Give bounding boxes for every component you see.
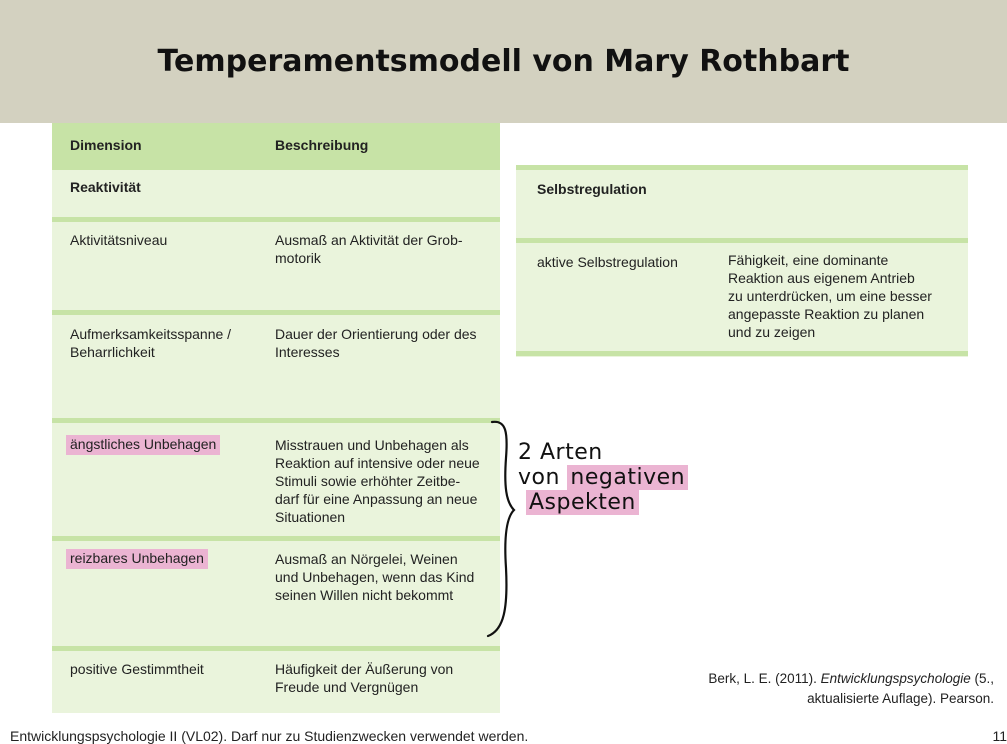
citation bbox=[614, 669, 994, 709]
citation-author: Berk, L. E. (2011). bbox=[708, 671, 821, 686]
row-beschreibung: Dauer der Orientierung oder des Interesses bbox=[275, 326, 477, 360]
note-line-3 bbox=[518, 490, 688, 515]
section-reaktivitaet: Reaktivität bbox=[70, 179, 141, 195]
row-dimension-highlighted bbox=[66, 435, 220, 453]
row-divider bbox=[516, 351, 968, 356]
row-beschreibung: Ausmaß an Aktivität der Grob- motorik bbox=[275, 232, 463, 266]
highlight-marker: ängstliches Unbehagen bbox=[66, 435, 220, 455]
highlight-marker: reizbares Unbehagen bbox=[66, 549, 208, 569]
note-highlight: Aspekten bbox=[526, 490, 639, 515]
row-dimension: Aktivitätsniveau bbox=[70, 232, 168, 248]
citation-line-1 bbox=[614, 669, 994, 689]
note-line-2-prefix: von bbox=[518, 465, 568, 490]
row-divider bbox=[516, 165, 968, 170]
row-dimension: aktive Selbstregulation bbox=[537, 254, 678, 270]
temperament-table bbox=[52, 123, 500, 713]
note-highlight: negativen bbox=[567, 465, 688, 490]
row-dimension-highlighted bbox=[66, 549, 208, 567]
citation-line-2: aktualisierte Auflage). Pearson. bbox=[807, 691, 994, 706]
citation-title: Entwicklungspsychologie bbox=[820, 671, 971, 686]
row-beschreibung: Fähigkeit, eine dominante Reaktion aus eigenem Antrieb zu unterdrücken, um eine besser angepasste Reaktion zu planen und zu zeigen bbox=[728, 252, 932, 340]
row-divider bbox=[52, 418, 500, 423]
row-dimension: Aufmerksamkeitsspanne / Beharrlichkeit bbox=[70, 326, 232, 360]
row-dimension: positive Gestimmtheit bbox=[70, 661, 204, 677]
header-beschreibung: Beschreibung bbox=[275, 137, 369, 153]
note-line-2 bbox=[518, 465, 688, 490]
page-number: 11 bbox=[992, 728, 1007, 744]
slide-title: Temperamentsmodell von Mary Rothbart bbox=[157, 44, 850, 79]
selbstregulation-table bbox=[516, 165, 968, 357]
row-beschreibung: Häufigkeit der Äußerung von Freude und Vergnügen bbox=[275, 661, 454, 695]
row-divider bbox=[516, 238, 968, 243]
row-divider bbox=[52, 217, 500, 222]
row-beschreibung: Misstrauen und Unbehagen als Reaktion auf intensive oder neue Stimuli sowie erhöhter Zeitbe- darf für eine Anpassung an neue Situationen bbox=[275, 437, 480, 525]
row-divider bbox=[52, 536, 500, 541]
handwritten-note bbox=[518, 440, 688, 515]
row-divider bbox=[52, 310, 500, 315]
row-divider bbox=[52, 646, 500, 651]
row-beschreibung: Ausmaß an Nörgelei, Weinen und Unbehagen, wenn das Kind seinen Willen nicht bekommt bbox=[275, 551, 475, 603]
note-line-1: 2 Arten bbox=[518, 440, 603, 465]
citation-edition: (5., bbox=[970, 671, 994, 686]
header-dimension: Dimension bbox=[70, 137, 142, 153]
footer-text: Entwicklungspsychologie II (VL02). Darf nur zu Studienzwecken verwendet werden. bbox=[10, 728, 529, 744]
section-selbstregulation: Selbstregulation bbox=[537, 181, 647, 197]
